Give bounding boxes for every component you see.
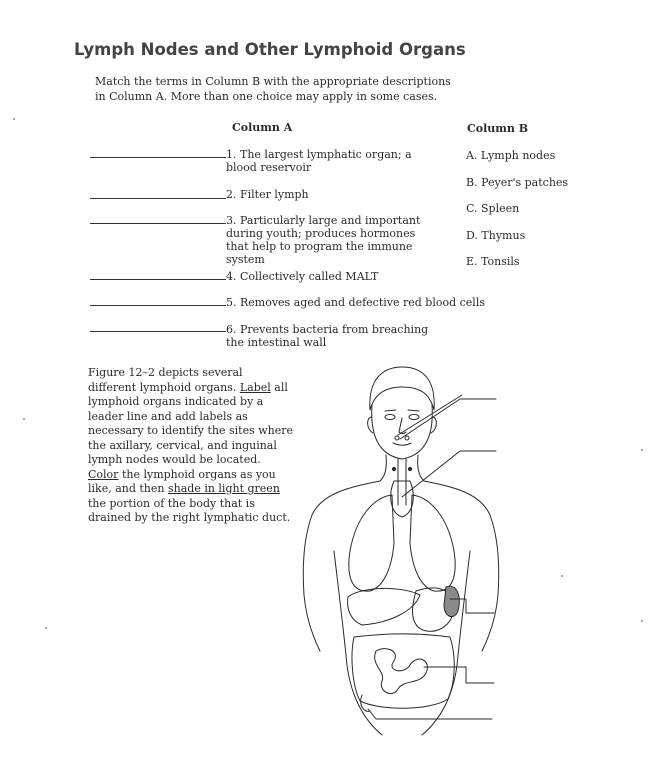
answer-blank-2[interactable] [90,198,226,199]
answer-blank-1[interactable] [90,157,226,158]
column-b-term-c: C. Spleen [466,202,520,215]
scan-speck [641,620,643,622]
eyebrow-left [385,410,396,411]
label-instruction-word: Label [239,380,271,394]
figure-text-part-2: all lymphoid organs indicated by a leader line and add labels as necessary to identify the sites where the axillary, cervical, and inguinal lymph nodes would be located. [88,380,294,466]
thymus [391,481,414,517]
torso-left-side [334,551,382,735]
liver [348,588,420,625]
tonsil-left [395,436,399,440]
scan-speck [45,627,47,629]
body-left-outline [303,481,380,651]
column-a-item-1: 1. The largest lymphatic organ; a blood reservoir [226,148,412,174]
leader-line-peyers-patches [424,667,494,683]
column-a-item-6: 6. Prevents bacteria from breaching the intestinal wall [226,323,429,349]
tonsil-right [405,436,409,440]
column-a-item-3: 3. Particularly large and important during youth; produces hormones that help to program the immune system [226,214,421,266]
answer-blank-3[interactable] [90,223,226,224]
lymphoid-organs-diagram [290,355,510,745]
scan-speck [561,575,563,577]
cervical-lymph-node [392,467,395,470]
instructions: Match the terms in Column B with the appropriate descriptions in Column A. More than one choice may apply in some cases. [95,75,451,103]
mouth [393,443,411,445]
column-a-heading: Column A [232,121,293,134]
neck-left [380,455,386,481]
eyebrow-right [408,410,419,411]
large-intestine [352,634,454,708]
eye-left [385,415,395,420]
column-b-heading: Column B [467,122,529,135]
scan-speck [23,418,25,420]
hair-outline [370,367,434,410]
cervical-lymph-node [408,467,411,470]
column-a-item-4: 4. Collectively called MALT [226,270,379,283]
column-a-item-5: 5. Removes aged and defective red blood cells [226,296,485,309]
figure-text-part-1: Figure 12–2 depicts several different lymphoid organs. [88,366,243,394]
column-b-term-a: A. Lymph nodes [466,149,556,162]
figure-text-part-4: the portion of the body that is drained by the right lymphatic duct. [88,496,291,524]
answer-blank-6[interactable] [90,331,226,332]
answer-blank-4[interactable] [90,279,226,280]
eye-right [409,415,419,420]
torso-right-side [422,551,470,735]
answer-blank-5[interactable] [90,305,226,306]
page-title: Lymph Nodes and Other Lymphoid Organs [74,40,466,59]
column-b-term-e: E. Tonsils [466,255,520,268]
leader-line-thymus [402,451,496,497]
column-b-term-d: D. Thymus [466,229,526,242]
small-intestine [375,649,428,694]
spleen [444,586,459,616]
figure-instructions [88,366,294,526]
leader-line-tonsils-2 [398,395,462,435]
leader-line-appendix [368,709,492,719]
lung-right [410,495,455,591]
lung-left [349,495,394,591]
figure-text-part-3: the lymphoid organs as you like, and then [88,467,276,495]
scan-speck [641,449,643,451]
trachea [398,459,406,505]
neck-right [418,455,424,481]
shade-instruction-words: shade in light green [167,482,280,495]
column-a-item-2: 2. Filter lymph [226,188,309,201]
column-b-term-b: B. Peyer's patches [466,176,569,189]
color-instruction-word: Color [88,467,119,481]
scan-speck [13,118,15,120]
